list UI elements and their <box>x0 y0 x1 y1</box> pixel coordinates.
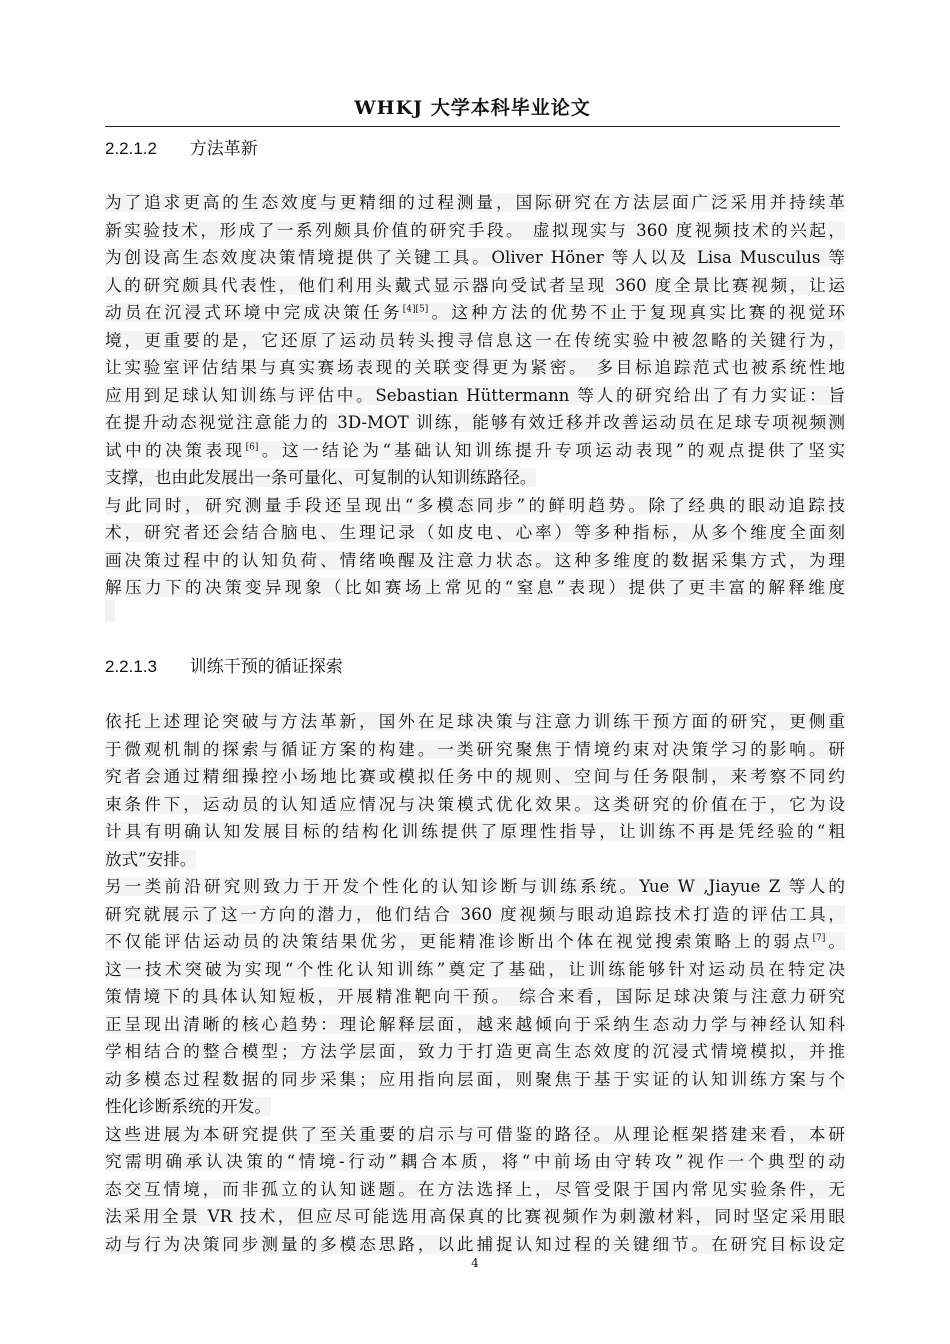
header-rule <box>105 126 840 127</box>
paragraph-line: 正呈现出清晰的核心趋势：理论解释层面，越来越倾向于采纳生态动力学与神经认知科 <box>105 1014 845 1034</box>
paragraph-line: 让实验室评估结果与真实赛场表现的关联变得更为紧密。 多目标追踪范式也被系统性地 <box>105 358 845 377</box>
paragraph-line: 与此同时，研究测量手段还呈现出“多模态同步”的鲜明趋势。除了经典的眼动追踪技 <box>105 495 845 515</box>
paragraph-line: 动员在沉浸式环境中完成决策任务[4][5]。这种方法的优势不止于复现真实比赛的视觉环 <box>105 303 846 322</box>
paragraph-line: 术，研究者还会结合脑电、生理记录（如皮电、心率）等多种指标，从多个维度全面刻 <box>105 523 845 542</box>
paragraph-line: 于微观机制的探索与循证方案的构建。一类研究聚焦于情境约束对决策学习的影响。研 <box>105 739 845 759</box>
paragraph-line: 学相结合的整合模型；方法学层面，致力于打造更高生态效度的沉浸式情境模拟，并推 <box>105 1042 845 1061</box>
paragraph-line: 这一技术突破为实现“个性化认知训练”奠定了基础，让训练能够针对运动员在特定决 <box>105 959 845 979</box>
section-number: 2.2.1.2 <box>105 139 157 158</box>
paragraph-line: 境，更重要的是，它还原了运动员转头搜寻信息这一在传统实验中被忽略的关键行为， <box>105 330 845 350</box>
paragraph-line: 研究就展示了这一方向的潜力，他们结合 360 度视频与眼动追踪技术打造的评估工具， <box>105 904 845 924</box>
paragraph-line: 应用到足球认知训练与评估中。Sebastian Hüttermann 等人的研究给出了有力实证：旨 <box>105 385 845 405</box>
paragraph-line: 性化诊断系统的开发。 <box>105 1097 271 1116</box>
paragraph-line: 束条件下，运动员的认知适应情况与决策模式优化效果。这类研究的价值在于，它为设 <box>105 794 845 814</box>
paragraph-line: 解压力下的决策变异现象（比如赛场上常见的“窒息”表现）提供了更丰富的解释维度 <box>105 578 845 597</box>
paragraph-line: 态交互情境，而非孤立的认知谜题。在方法选择上，尽管受限于国内常见实验条件，无 <box>105 1179 845 1199</box>
section-title: 训练干预的循证探索 <box>189 657 343 676</box>
section-number: 2.2.1.3 <box>105 657 157 676</box>
paragraph-line: 在提升动态视觉注意能力的 3D-MOT 训练，能够有效迁移并改善运动员在足球专项视频测 <box>105 413 845 432</box>
page-header: WHKJ 大学本科毕业论文 <box>354 97 591 119</box>
section-title: 方法革新 <box>189 139 258 158</box>
paragraph-line: 法采用全景 VR 技术，但应尽可能选用高保真的比赛视频作为刺激材料，同时坚定采用眼 <box>105 1207 845 1226</box>
paragraph-line: 这些进展为本研究提供了至关重要的启示与可借鉴的路径。从理论框架搭建来看，本研 <box>105 1124 845 1144</box>
section-heading-2-2-1-3 <box>105 652 840 676</box>
paragraph-line: 究者会通过精细操控小场地比赛或模拟任务中的规则、空间与任务限制，来考察不同约 <box>105 767 845 786</box>
paragraph-line: 不仅能评估运动员的决策结果优劣，更能精准诊断出个体在视觉搜索策略上的弱点[7]。 <box>105 932 845 951</box>
citation-ref[interactable]: [7] <box>812 933 826 944</box>
empty-line-marker <box>105 600 115 622</box>
paragraph-line: 动多模态过程数据的同步采集；应用指向层面，则聚焦于基于实证的认知训练方案与个 <box>105 1069 845 1089</box>
paragraph-line: 放式”安排。 <box>105 849 197 869</box>
paragraph-line: 依托上述理论突破与方法革新，国外在足球决策与注意力训练干预方面的研究，更侧重 <box>105 712 845 731</box>
paragraph-line: 人的研究颇具代表性，他们利用头戴式显示器向受试者呈现 360 度全景比赛视频，让运 <box>105 275 845 295</box>
section-body-methods <box>105 189 845 602</box>
paragraph-line: 为创设高生态效度决策情境提供了关键工具。Oliver Höner 等人以及 Lisa Musculus 等 <box>105 248 845 267</box>
paragraph-line: 支撑，也由此发展出一条可量化、可复制的认知训练路径。 <box>105 468 537 487</box>
citation-ref[interactable]: [6] <box>245 441 259 452</box>
section-body-interventions <box>105 708 845 1258</box>
paragraph-line: 画决策过程中的认知负荷、情绪唤醒及注意力状态。这种多维度的数据采集方式，为理 <box>105 550 845 570</box>
paragraph-line: 试中的决策表现[6]。这一结论为“基础认知训练提升专项运动表现”的观点提供了坚实 <box>105 440 845 460</box>
page-number: 4 <box>471 1256 479 1270</box>
paragraph-line: 策情境下的具体认知短板，开展精准靶向干预。 综合来看，国际足球决策与注意力研究 <box>105 987 845 1006</box>
paragraph-line: 为了追求更高的生态效度与更精细的过程测量，国际研究在方法层面广泛采用并持续革 <box>105 193 845 212</box>
paragraph-line: 动与行为决策同步测量的多模态思路，以此捕捉认知过程的关键细节。在研究目标设定 <box>105 1234 845 1254</box>
section-heading-2-2-1-2 <box>105 134 840 158</box>
paragraph-line: 另一类前沿研究则致力于开发个性化的认知诊断与训练系统。Yue W ,Jiayue Z 等人的 <box>105 877 845 896</box>
citation-ref[interactable]: [4][5] <box>402 304 429 315</box>
paragraph-line: 计具有明确认知发展目标的结构化训练提供了原理性指导，让训练不再是凭经验的“粗 <box>105 822 845 841</box>
paragraph-line: 新实验技术，形成了一系列颇具价值的研究手段。 虚拟现实与 360 度视频技术的兴起， <box>105 220 845 240</box>
paragraph-line: 究需明确承认决策的“情境-行动”耦合本质，将“中前场由守转攻”视作一个典型的动 <box>105 1152 845 1171</box>
